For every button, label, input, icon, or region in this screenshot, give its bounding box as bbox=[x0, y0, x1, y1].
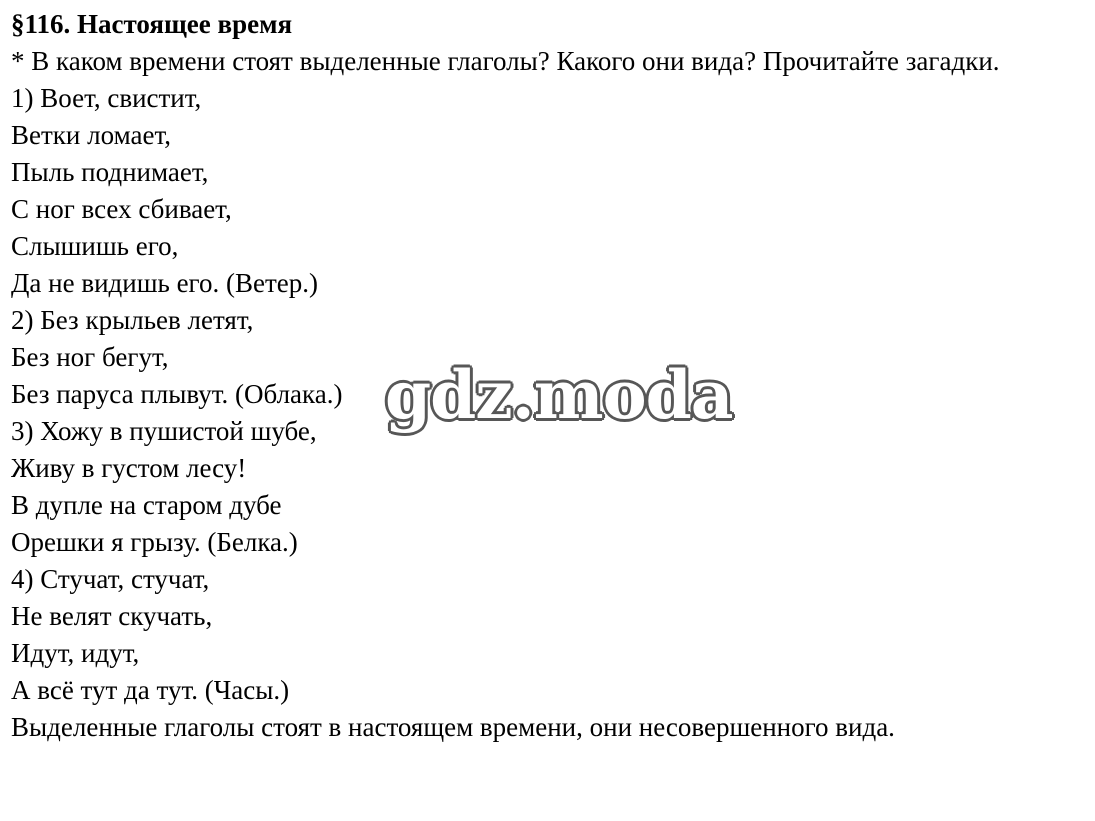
text-line: 2) Без крыльев летят, bbox=[11, 305, 254, 335]
text-line: Без паруса плывут. (Облака.) bbox=[11, 379, 343, 409]
text-line: Орешки я грызу. (Белка.) bbox=[11, 527, 298, 557]
text-line: 4) Стучат, стучат, bbox=[11, 564, 210, 594]
text-line: Да не видишь его. (Ветер.) bbox=[11, 268, 318, 298]
text-line: Пыль поднимает, bbox=[11, 157, 209, 187]
text-line: Ветки ломает, bbox=[11, 120, 171, 150]
text-line: Не велят скучать, bbox=[11, 601, 213, 631]
text-line: 1) Воет, свистит, bbox=[11, 83, 202, 113]
answer-line: Выделенные глаголы стоят в настоящем времени, они несовершенного вида. bbox=[11, 712, 895, 742]
text-line: Без ног бегут, bbox=[11, 342, 169, 372]
text-line: С ног всех сбивает, bbox=[11, 194, 232, 224]
document-page bbox=[11, 6, 1085, 746]
text-line: А всё тут да тут. (Часы.) bbox=[11, 675, 290, 705]
text-line: Слышишь его, bbox=[11, 231, 179, 261]
text-line: В дупле на старом дубе bbox=[11, 490, 282, 520]
text-line: Живу в густом лесу! bbox=[11, 453, 247, 483]
section-heading: §116. Настоящее время bbox=[11, 9, 293, 39]
task-question: * В каком времени стоят выделенные глаголы? Какого они вида? Прочитайте загадки. bbox=[11, 46, 1000, 76]
text-line: Идут, идут, bbox=[11, 638, 140, 668]
text-line: 3) Хожу в пушистой шубе, bbox=[11, 416, 317, 446]
watermark-logo: gdz.moda bbox=[385, 356, 733, 434]
